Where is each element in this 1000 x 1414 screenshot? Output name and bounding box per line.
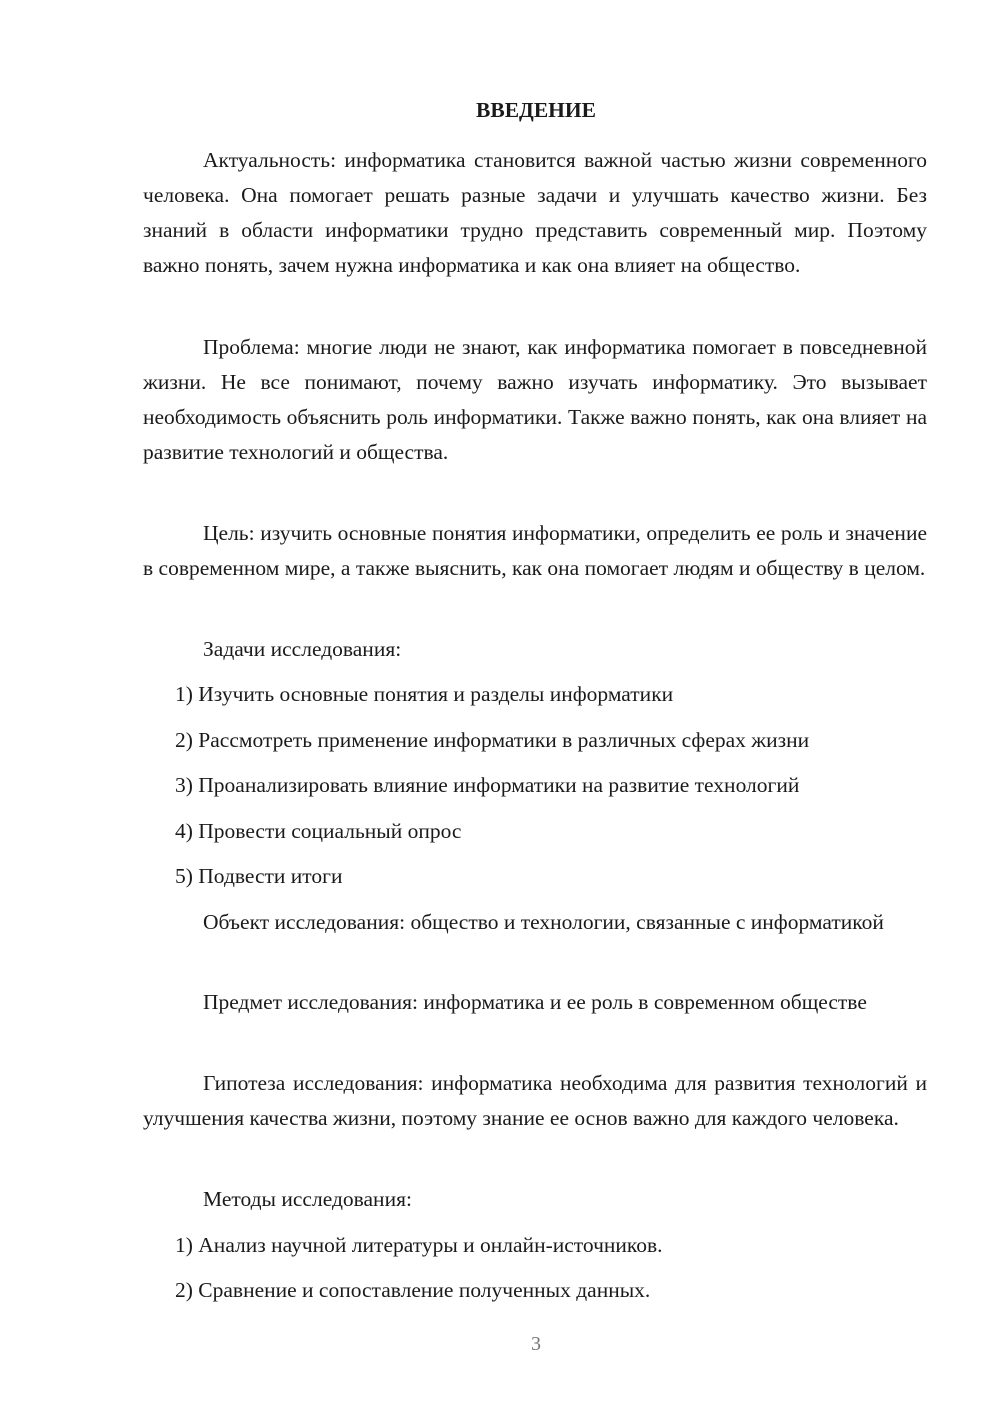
page-number: 3	[531, 1333, 541, 1355]
task-item: 1) Изучить основные понятия и разделы информатики	[175, 682, 674, 706]
relevance-text: Актуальность: информатика становится важной частью жизни современного человека. Она помогает решать разные задачи и улучшать качество жизни. Без знаний в области информатики трудно представить современный мир. Поэтому важно понять, зачем нужна информатика и как она влияет на общество.	[143, 148, 927, 277]
methods-heading: Методы исследования:	[203, 1187, 412, 1211]
method-item: 1) Анализ научной литературы и онлайн-источников.	[175, 1233, 663, 1257]
section-title: ВВЕДЕНИЕ	[476, 98, 596, 122]
tasks-heading: Задачи исследования:	[203, 637, 402, 661]
task-item: 5) Подвести итоги	[175, 864, 343, 888]
task-item: 2) Рассмотреть применение информатики в различных сферах жизни	[175, 728, 810, 752]
relevance-paragraph	[143, 143, 927, 283]
hypothesis-paragraph	[143, 1066, 927, 1136]
subject-text: Предмет исследования: информатика и ее роль в современном обществе	[203, 990, 867, 1014]
task-item: 4) Провести социальный опрос	[175, 819, 462, 843]
goal-text: Цель: изучить основные понятия информатики, определить ее роль и значение в современном мире, а также выяснить, как она помогает людям и обществу в целом.	[143, 521, 927, 580]
object-text: Объект исследования: общество и технологии, связанные с информатикой	[203, 910, 884, 934]
object-paragraph	[143, 905, 927, 940]
subject-paragraph	[143, 985, 927, 1020]
problem-text: Проблема: многие люди не знают, как информатика помогает в повседневной жизни. Не все понимают, почему важно изучать информатику. Это вызывает необходимость объяснить роль информатики. Также важно понять, как она влияет на развитие технологий и общества.	[143, 335, 927, 464]
hypothesis-text: Гипотеза исследования: информатика необходима для развития технологий и улучшения качества жизни, поэтому знание ее основ важно для каждого человека.	[143, 1071, 927, 1130]
task-item: 3) Проанализировать влияние информатики на развитие технологий	[175, 773, 800, 797]
method-item: 2) Сравнение и сопоставление полученных данных.	[175, 1278, 651, 1302]
goal-paragraph	[143, 516, 927, 586]
problem-paragraph	[143, 330, 927, 470]
